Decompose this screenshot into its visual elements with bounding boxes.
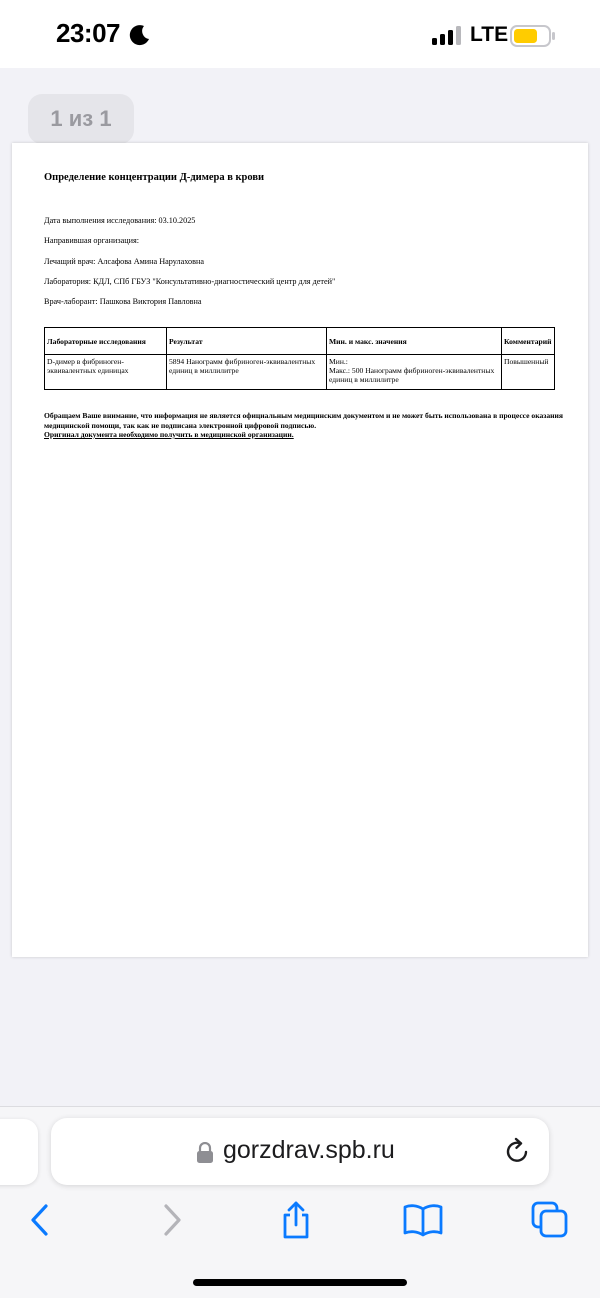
cell-test: D-димер в фибриноген-эквивалентных единицах — [45, 355, 167, 390]
status-bar — [0, 0, 600, 68]
moon-icon — [128, 23, 152, 47]
header-test: Лабораторные исследования — [45, 328, 167, 355]
browser-toolbar — [0, 1106, 600, 1298]
field-laboratory: Лаборатория: КДЛ, СПб ГБУЗ "Консультативно-диагностический центр для детей" — [44, 277, 336, 286]
field-lab-doctor: Врач-лаборант: Пашкова Виктория Павловна — [44, 297, 202, 306]
tabs-icon — [530, 1200, 570, 1240]
home-indicator[interactable] — [193, 1279, 407, 1286]
previous-tab-preview[interactable] — [0, 1119, 38, 1185]
field-organization: Направившая организация: — [44, 236, 140, 245]
notice-underlined-text: Оригинал документа необходимо получить в медицинской организации. — [44, 430, 294, 439]
cell-range-min: Мин.: — [329, 357, 348, 366]
tabs-button[interactable] — [525, 1199, 575, 1241]
field-date: Дата выполнения исследования: 03.10.2025 — [44, 216, 196, 225]
cell-range-max: Макс.: 500 Нанограмм фибриноген-эквивалентных единиц в миллилитре — [329, 366, 495, 384]
header-range: Мин. и макс. значения — [327, 328, 502, 355]
reload-icon[interactable] — [503, 1136, 533, 1166]
table-header-row — [45, 328, 555, 355]
table-row — [45, 355, 555, 390]
cell-result: 5894 Нанограмм фибриноген-эквивалентных единиц в миллилитре — [167, 355, 327, 390]
address-bar[interactable] — [51, 1118, 549, 1185]
status-time: 23:07 — [56, 18, 120, 48]
back-icon — [25, 1202, 55, 1238]
share-button[interactable] — [271, 1199, 321, 1241]
network-label: LTE — [470, 23, 509, 46]
header-comment: Комментарий — [502, 328, 555, 355]
share-icon — [279, 1200, 313, 1240]
bookmarks-icon — [402, 1202, 444, 1238]
page-indicator: 1 из 1 — [28, 94, 134, 144]
bookmarks-button[interactable] — [398, 1199, 448, 1241]
document-title: Определение концентрации Д-димера в крови — [44, 172, 265, 183]
pdf-page[interactable] — [12, 143, 588, 957]
battery-icon — [510, 24, 556, 48]
signal-icon — [432, 26, 462, 46]
forward-button[interactable] — [147, 1199, 197, 1241]
back-button[interactable] — [15, 1199, 65, 1241]
url-text[interactable]: gorzdrav.spb.ru — [223, 1136, 395, 1164]
forward-icon — [157, 1202, 187, 1238]
notice-text: Обращаем Ваше внимание, что информация не является официальным медицинским документом и не может быть использована в процессе оказания медицинской помощи, так как не подписана электронной цифровой подписью. — [44, 411, 563, 430]
cell-range — [327, 355, 502, 390]
header-result: Результат — [167, 328, 327, 355]
disclaimer-notice — [44, 411, 564, 440]
cell-comment: Повышенный — [502, 355, 555, 390]
results-table — [44, 327, 555, 390]
field-doctor: Лечащий врач: Алсафова Амина Нарулаховна — [44, 257, 204, 266]
lock-icon — [196, 1142, 214, 1164]
